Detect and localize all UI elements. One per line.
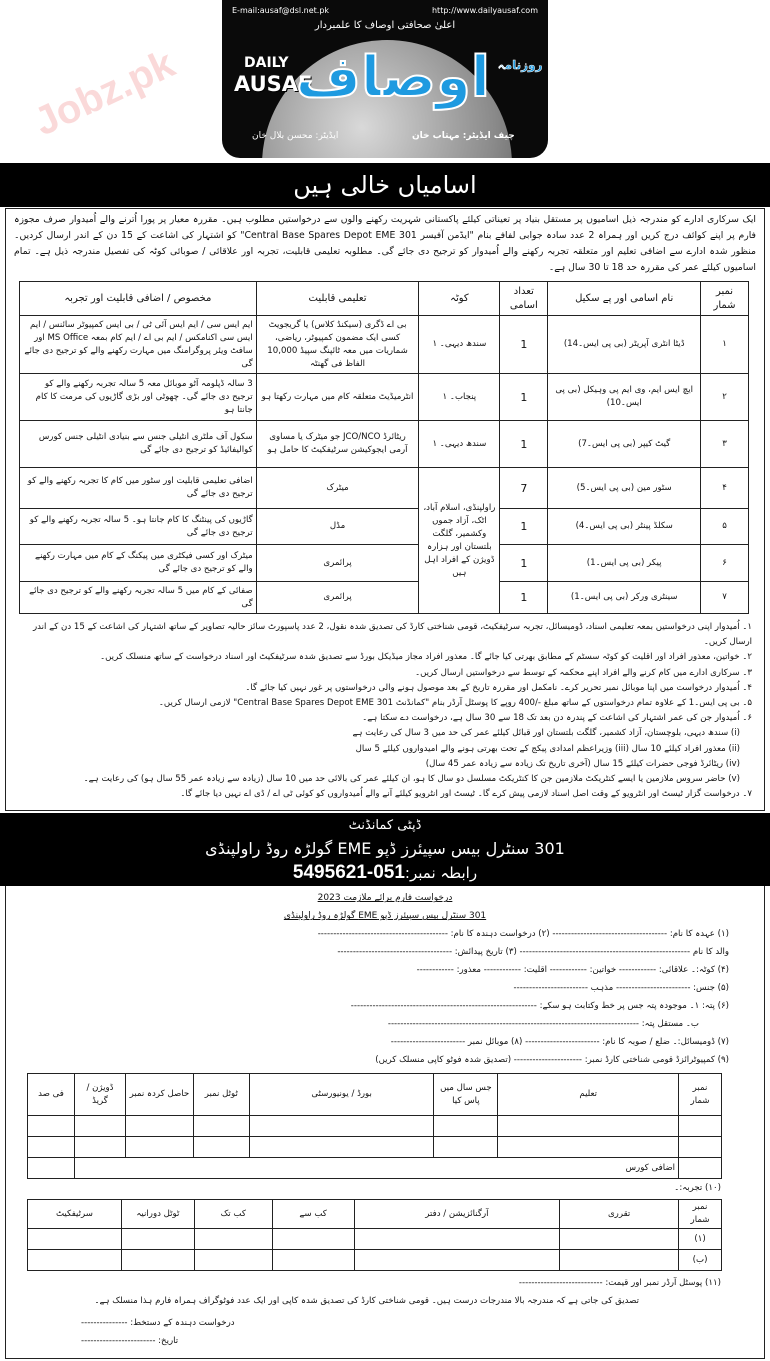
cell-count: 1	[500, 582, 548, 614]
column-header: کوٹہ	[419, 282, 500, 316]
postal-order-field[interactable]: (۱۱) پوسٹل آرڈر نمبر اور قیمت: ---------------------------	[518, 1278, 721, 1289]
masthead-tagline: اعلیٰ صحافتی اوصاف کا علمبردار	[314, 20, 456, 31]
note-item: ۵۔ بی پی ایس۔1 کے علاوہ تمام درخواستوں کے ساتھ مبلغ -/400 روپے کا پوسٹل آرڈر بنام "کمانڈنٹ 301 Central Base Spares Depot EME" لازمی ارسال کریں۔	[158, 698, 752, 709]
empty-cell[interactable]	[121, 1250, 194, 1271]
page-body	[0, 208, 770, 1359]
cell-quota: سندھ دیہی۔ ۱	[419, 316, 500, 374]
education-table	[27, 1073, 722, 1179]
editor-name: ایڈیٹر: محسن بلال خان	[252, 131, 339, 141]
logo-urdu-name: اوصاف	[295, 45, 490, 110]
empty-cell[interactable]	[193, 1116, 249, 1137]
cell-exp: ایم ایس سی / ایم ایس آئی ٹی / بی ایس کمپیوٹر سائنس / ایم ایس سی اکنامکس / ایم بی اے / ایم کام بمعہ MS Office اور سافٹ ویئر پروگرامنگ میں مہارت رکھنے والے کو ترجیح دی جائے گی	[20, 316, 257, 374]
contact-label: رابطہ نمبر:	[404, 864, 478, 883]
column-header: نمبر شمار	[679, 1200, 722, 1229]
note-item: (i) سندھ دیہی، بلوچستان، آزاد کشمیر، گلگت بلتستان اور قبائل کیلئے عمر کی حد میں 3 سال کی رعایت ہے	[352, 728, 740, 739]
cell-post: گیٹ کیپر (بی پی ایس۔7)	[548, 421, 701, 468]
cell-sn: ۳	[701, 421, 749, 468]
note-item: (ii) معذور افراد کیلئے 10 سال (iii) وزیراعظم امدادی پیکج کے تحت بھرتی ہونے والے امیدواروں کیلئے 5 سال	[355, 743, 740, 754]
cell-sn: ۴	[701, 468, 749, 509]
contact-block	[0, 813, 770, 886]
table-row	[28, 1137, 722, 1158]
column-header: تعداد اسامی	[500, 282, 548, 316]
notes-list	[14, 620, 756, 802]
table-row	[20, 316, 749, 374]
cell-edu: بی اے ڈگری (سیکنڈ کلاس) یا گریجویٹ کسی ایک مضمون کمپیوٹر، ریاضی، شماریات میں معہ ٹائپنگ سپیڈ 10,000 الفاظ فی گھنٹہ	[256, 316, 419, 374]
cell-exp: سکول آف ملٹری انٹیلی جنس سے بنیادی انٹیلی جنس کورس کوالیفائیڈ کو ترجیح دی جائے گی	[20, 421, 257, 468]
cell-count: 1	[500, 509, 548, 545]
cell-post: ڈیٹا انٹری آپریٹر (بی پی ایس۔14)	[548, 316, 701, 374]
newspaper-masthead	[222, 0, 548, 158]
empty-cell[interactable]	[272, 1250, 354, 1271]
empty-cell[interactable]	[28, 1137, 75, 1158]
cell-count: 1	[500, 316, 548, 374]
cell-post: ایچ ایس ایم، وی ایم پی وہیکل (بی پی ایس۔10)	[548, 374, 701, 421]
empty-cell[interactable]	[249, 1137, 434, 1158]
note-item: ۱۔ اُمیدوار اپنی درخواستیں بمعہ تعلیمی اسناد، ڈومیسائل، تجربہ سرٹیفکیٹ، قومی شناختی کارڈ کی تصدیق شدہ نقول، 2 عدد پاسپورٹ سائز حالیہ تصاویر کے ساتھ اشتہار کی اشاعت کے 15 دن کے اندر ارسال کریں۔	[33, 622, 752, 648]
cell-edu: انٹرمیڈیٹ متعلقہ کام میں مہارت رکھتا ہو	[256, 374, 419, 421]
column-header: ٹوٹل نمبر	[193, 1074, 249, 1116]
cell-post: پیکر (بی پی ایس۔1)	[548, 545, 701, 582]
cell-sn: ۵	[701, 509, 749, 545]
intro-paragraph: ایک سرکاری ادارے کو مندرجہ ذیل اسامیوں پر مستقل بنیاد پر تعیناتی کیلئے پاکستانی شہریت رکھنے والوں سے درخواستیں مطلوب ہیں۔ مقررہ معیار پر پورا اُترنے والے اُمیدوار صرف مجوزہ فارم پر اپنے کوائف درج کریں اور ہمراہ 2 عدد سادہ جوابی لفافے بنام "ایڈمن آفیسر 301 Central Base Spares Depot EME" کو اشتہار کی اشاعت کے 15 دن کے اندر ارسال کردیں۔ منظور شدہ ادارے سے اضافی تعلیم اور متعلقہ تجربہ رکھنے والے اُمیدوار کو ترجیح دی جائے گی۔ مطلوبہ تعلیمی قابلیت، تجربہ اور علاقائی / صوبائی کوٹہ کی تفصیل مندرجہ ذیل ہے۔ تمام اسامیوں کیلئے عمر کی مقررہ حد 18 تا 30 سال ہے۔	[14, 214, 756, 273]
column-header: تقرری	[560, 1200, 679, 1229]
cell-quota: سندھ دیہی۔ ۱	[419, 421, 500, 468]
note-item: ۴۔ اُمیدوار درخواست میں اپنا موبائل نمبر تحریر کرے۔ نامکمل اور مقررہ تاریخ کے بعد موصول ہونے والی درخواستوں پر غور نہیں کیا جائے گا۔	[245, 682, 752, 693]
row-number: (۱)	[679, 1229, 722, 1250]
logo-ausaf: AUSAF	[234, 72, 313, 96]
experience-label: (۱۰) تجربہ:۔	[674, 1183, 721, 1194]
column-header: نمبر شمار	[679, 1074, 722, 1116]
address: 301 سنٹرل بیس سپیئرز ڈپو EME گولڑہ روڈ راولپنڈی	[205, 839, 565, 859]
empty-cell[interactable]	[679, 1116, 722, 1137]
form-field[interactable]: (۹) کمپیوٹرائزڈ قومی شناختی کارڈ نمبر: ---------------------- (تصدیق شدہ فوٹو کاپی منسلک کریں)	[375, 1055, 729, 1066]
note-item: ۲۔ خواتین، معذور افراد اور اقلیت کو کوٹہ سسٹم کے مطابق بھرتی کیا جائے گا۔ معذور افراد مجاز میڈیکل بورڈ سے تصدیق شدہ سرٹیفکیٹ اور اسناد درخواست کے ساتھ منسلک کریں۔	[100, 652, 752, 663]
empty-cell[interactable]	[28, 1250, 122, 1271]
empty-cell[interactable]	[434, 1116, 498, 1137]
empty-cell[interactable]	[679, 1158, 722, 1179]
row-number: (ب)	[679, 1250, 722, 1271]
column-header: نام اسامی اور پے سکیل	[548, 282, 701, 316]
cell-count: 1	[500, 421, 548, 468]
cell-edu: پرائمری	[256, 545, 419, 582]
form-field[interactable]: (۴) کوٹہ:۔ علاقائی: ------------ خواتین: ------------ اقلیت: ------------ معذور: ------------	[416, 965, 729, 976]
cell-sn: ۱	[701, 316, 749, 374]
empty-cell[interactable]	[272, 1229, 354, 1250]
table-row	[20, 545, 749, 582]
cell-edu: پرائمری	[256, 582, 419, 614]
cell-exp: اضافی تعلیمی قابلیت اور سٹور میں کام کا تجربہ رکھنے والے کو ترجیح دی جائے گی	[20, 468, 257, 509]
form-field[interactable]: (۵) جنس: ------------------------ مذہب ------------------------	[513, 983, 729, 994]
note-item: ۳۔ سرکاری ادارے میں کام کرنے والے افراد اپنے محکمہ کے توسط سے درخواستیں ارسال کریں۔	[415, 667, 752, 678]
cell-exp: صفائی کے کام میں 5 سالہ تجربہ رکھنے والے کو ترجیح دی جائے گی	[20, 582, 257, 614]
cell-edu: میٹرک	[256, 468, 419, 509]
form-field[interactable]: (۷) ڈومیسائل:۔ ضلع / صوبہ کا نام: ------------------------ (۸) موبائل نمبر ------------------------	[390, 1037, 729, 1048]
contact-line	[0, 861, 770, 885]
application-form	[5, 886, 765, 1359]
jobs-table	[19, 281, 749, 614]
logo-roznama: روزنامہ	[497, 58, 543, 72]
cell-exp: میٹرک اور کسی فیکٹری میں پیکنگ کے کام میں مہارت رکھنے والے کو ترجیح دی جائے گی	[20, 545, 257, 582]
column-header: نمبر شمار	[701, 282, 749, 316]
form-fields	[6, 925, 764, 1069]
declaration: تصدیق کی جاتی ہے کہ مندرجہ بالا مندرجات درست ہیں۔ قومی شناختی کارڈ کی تصدیق شدہ کاپی اور ایک عدد فوٹوگراف ہمراہ فارم ہذا منسلک ہے۔	[94, 1296, 639, 1307]
cell-post: سٹور مین (بی پی ایس۔5)	[548, 468, 701, 509]
empty-cell[interactable]	[194, 1250, 272, 1271]
masthead-website: http://www.dailyausaf.com	[431, 6, 538, 15]
signature-field[interactable]: درخواست دہندہ کے دستخط: ---------------	[81, 1318, 235, 1329]
column-header: آرگنائزیشن / دفتر	[354, 1200, 560, 1229]
column-header: حاصل کردہ نمبر	[125, 1074, 193, 1116]
logo-daily: DAILY	[244, 55, 289, 71]
table-row	[28, 1116, 722, 1137]
empty-cell[interactable]	[354, 1250, 560, 1271]
empty-cell[interactable]	[560, 1250, 679, 1271]
form-field[interactable]: ب۔ مستقل پتہ: ---------------------------------------------------------------------------------	[387, 1019, 699, 1030]
note-item: (iv) ریٹائرڈ فوجی حضرات کیلئے 15 سال (آخری تاریخ تک زیادہ سے زیادہ عمر 45 سال)	[425, 758, 740, 769]
table-row	[20, 582, 749, 614]
form-title: درخواست فارم برائے ملازمت 2023	[317, 893, 453, 904]
empty-cell[interactable]	[354, 1229, 560, 1250]
empty-cell[interactable]	[560, 1229, 679, 1250]
empty-cell[interactable]	[121, 1229, 194, 1250]
cell-merged-quota: راولپنڈی، اسلام آباد، اٹک، آزاد جموں وکشمیر، گلگت بلتستان اور ہزارہ ڈویژن کے افراد اہل ہیں	[419, 468, 500, 614]
column-header: بورڈ / یونیورسٹی	[249, 1074, 434, 1116]
empty-cell[interactable]	[679, 1137, 722, 1158]
empty-cell[interactable]	[28, 1158, 75, 1179]
table-row	[28, 1250, 722, 1271]
column-header: تعلیمی قابلیت	[256, 282, 419, 316]
form-field[interactable]: (۱) عہدہ کا نام: ------------------------------------- (۲) درخواست دہندہ کا نام: ------------------------------------------	[317, 929, 729, 940]
column-header: کب تک	[194, 1200, 272, 1229]
column-header: ڈویژن / گریڈ	[75, 1074, 126, 1116]
date-field[interactable]: تاریخ: ------------------------	[81, 1336, 179, 1347]
cell-edu: مڈل	[256, 509, 419, 545]
empty-cell[interactable]	[193, 1137, 249, 1158]
empty-cell[interactable]	[498, 1116, 679, 1137]
cell-count: 7	[500, 468, 548, 509]
cell-exp: 3 سالہ ڈپلومہ آٹو موبائل معہ 5 سالہ تجربہ رکھنے والے کو ترجیح دی جائے گی۔ چھوٹی اور بڑی گاڑیوں کی مرمت کا کام جانتا ہو	[20, 374, 257, 421]
empty-cell[interactable]	[249, 1116, 434, 1137]
table-row	[20, 421, 749, 468]
table-row	[20, 509, 749, 545]
column-header: فی صد	[28, 1074, 75, 1116]
cell-post: سکلڈ پینٹر (بی پی ایس۔4)	[548, 509, 701, 545]
chief-editor-name: چیف ایڈیٹر: مہتاب خان	[412, 131, 515, 141]
empty-cell[interactable]	[194, 1229, 272, 1250]
form-subtitle: 301 سنٹرل بیس سپیئرز ڈپو EME گولڑہ روڈ راولپنڈی	[283, 911, 487, 922]
cell-post: سینٹری ورکر (بی پی ایس۔1)	[548, 582, 701, 614]
cell-sn: ۲	[701, 374, 749, 421]
column-header: ٹوٹل دورانیہ	[121, 1200, 194, 1229]
column-header: جس سال میں پاس کیا	[434, 1074, 498, 1116]
cell-count: 1	[500, 545, 548, 582]
cell-sn: ۶	[701, 545, 749, 582]
table-row	[28, 1158, 722, 1179]
note-item: ۷۔ درخواست گزار ٹیسٹ اور انٹرویو کے وقت اصل اسناد لازمی پیش کرے گا۔ ٹیسٹ اور انٹرویو کیلئے آنے والے اُمیدواروں کو کوئی ٹی اے / ڈی اے نہیں دیا جائے گا۔	[180, 789, 752, 800]
cell-sn: ۷	[701, 582, 749, 614]
extra-course-label: اضافی کورس	[75, 1158, 679, 1179]
watermark: Jobz.pk	[27, 41, 182, 145]
column-header: کب سے	[272, 1200, 354, 1229]
experience-table	[27, 1199, 722, 1271]
empty-cell[interactable]	[75, 1116, 126, 1137]
vacancies-banner: اسامیاں خالی ہیں	[0, 163, 770, 207]
cell-exp: گاڑیوں کی پینٹنگ کا کام جانتا ہو۔ 5 سالہ تجربہ رکھنے والے کو ترجیح دی جائے گی	[20, 509, 257, 545]
masthead-email: E-mail:ausaf@dsl.net.pk	[232, 6, 330, 15]
empty-cell[interactable]	[28, 1229, 122, 1250]
ad-frame	[5, 208, 765, 811]
column-header: سرٹیفکیٹ	[28, 1200, 122, 1229]
note-item: ۶۔ اُمیدوار جن کی عمر اشتہار کی اشاعت کے پندرہ دن بعد تک 18 سے 30 سال ہے، درخواست دے سکتا ہے۔	[362, 713, 752, 724]
empty-cell[interactable]	[498, 1137, 679, 1158]
empty-cell[interactable]	[434, 1137, 498, 1158]
column-header: تعلیم	[498, 1074, 679, 1116]
table-row	[20, 468, 749, 509]
table-row	[28, 1229, 722, 1250]
form-field[interactable]: (۶) پتہ: ۱۔ موجودہ پتہ جس پر خط وکتابت ہو سکے: ------------------------------------------------------------	[350, 1001, 729, 1012]
empty-cell[interactable]	[125, 1137, 193, 1158]
empty-cell[interactable]	[125, 1116, 193, 1137]
cell-count: 1	[500, 374, 548, 421]
empty-cell[interactable]	[28, 1116, 75, 1137]
designation: ڈپٹی کمانڈنٹ	[348, 818, 422, 834]
note-item: (v) حاضر سروس ملازمین یا ایسے کنٹریکٹ ملازمین جن کا کنٹریکٹ مسلسل دو سال کا ہو، ان کیلئے عمر کی بالائی حد میں 10 سال (زیادہ سے زیادہ عمر 55 سال ہو) کی رعایت ہے۔	[83, 774, 740, 785]
cell-edu: ریٹائرڈ JCO/NCO جو میٹرک یا مساوی آرمی ایجوکیشن سرٹیفکیٹ کا حامل ہو	[256, 421, 419, 468]
table-row	[20, 374, 749, 421]
cell-quota: پنجاب۔ ۱	[419, 374, 500, 421]
empty-cell[interactable]	[75, 1137, 126, 1158]
column-header: مخصوص / اضافی قابلیت اور تجربہ	[20, 282, 257, 316]
phone-number: 051-5495621	[292, 862, 405, 884]
form-field[interactable]: والد کا نام ------------------------------------------------------- (۳) تاریخ پیدائش: -------------------------------------	[337, 947, 729, 958]
